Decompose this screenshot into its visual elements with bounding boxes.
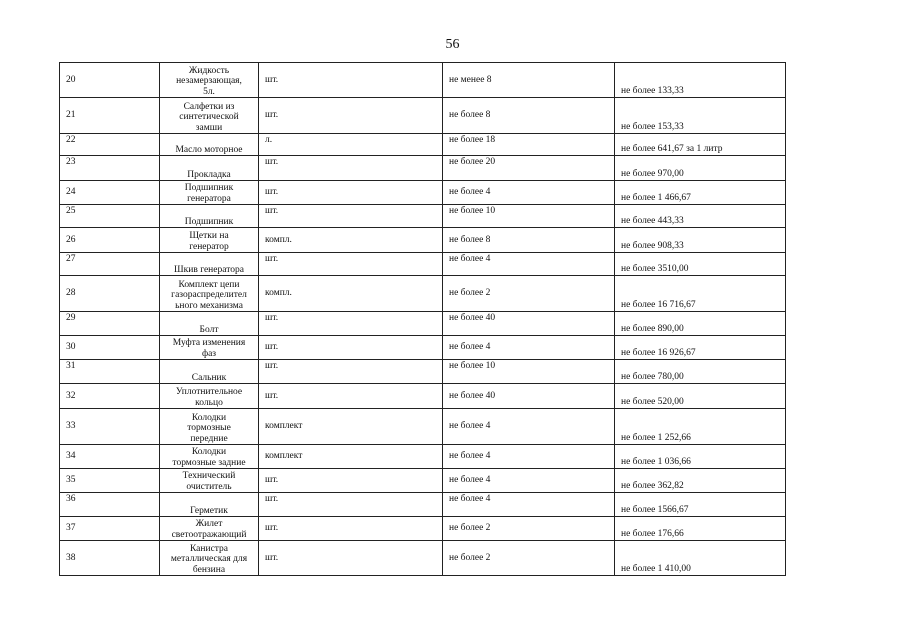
- item-quantity: не более 40: [443, 312, 615, 336]
- item-quantity: не более 8: [443, 228, 615, 253]
- items-table-body: [60, 63, 786, 576]
- item-name: Герметик: [160, 493, 259, 517]
- row-number: 25: [60, 205, 160, 228]
- item-name: Жидкость незамерзающая, 5л.: [160, 63, 259, 98]
- item-unit: комплект: [259, 409, 443, 445]
- item-price: не более 16 926,67: [615, 336, 786, 360]
- row-number: 33: [60, 409, 160, 445]
- table-row: [60, 517, 786, 541]
- item-unit: л.: [259, 134, 443, 156]
- table-row: [60, 409, 786, 445]
- item-price: не более 133,33: [615, 63, 786, 98]
- table-row: [60, 312, 786, 336]
- item-price: не более 1566,67: [615, 493, 786, 517]
- item-unit: шт.: [259, 312, 443, 336]
- table-row: [60, 541, 786, 576]
- item-price: не более 362,82: [615, 469, 786, 493]
- item-price: не более 1 252,66: [615, 409, 786, 445]
- item-quantity: не более 2: [443, 517, 615, 541]
- row-number: 23: [60, 156, 160, 181]
- item-quantity: не более 10: [443, 205, 615, 228]
- row-number: 32: [60, 384, 160, 409]
- item-name: Сальник: [160, 360, 259, 384]
- table-row: [60, 336, 786, 360]
- item-unit: шт.: [259, 98, 443, 134]
- row-number: 26: [60, 228, 160, 253]
- row-number: 35: [60, 469, 160, 493]
- item-unit: шт.: [259, 181, 443, 205]
- item-price: не более 16 716,67: [615, 276, 786, 312]
- row-number: 37: [60, 517, 160, 541]
- row-number: 29: [60, 312, 160, 336]
- item-price: не более 1 410,00: [615, 541, 786, 576]
- item-quantity: не более 2: [443, 541, 615, 576]
- item-quantity: не более 8: [443, 98, 615, 134]
- item-name: Шкив генератора: [160, 253, 259, 276]
- item-price: не более 641,67 за 1 литр: [615, 134, 786, 156]
- item-quantity: не более 18: [443, 134, 615, 156]
- item-price: не более 1 466,67: [615, 181, 786, 205]
- table-row: [60, 493, 786, 517]
- item-quantity: не более 4: [443, 445, 615, 469]
- item-quantity: не более 4: [443, 181, 615, 205]
- item-quantity: не более 4: [443, 409, 615, 445]
- table-row: [60, 384, 786, 409]
- item-unit: шт.: [259, 156, 443, 181]
- item-name: Технический очиститель: [160, 469, 259, 493]
- item-quantity: не более 4: [443, 253, 615, 276]
- item-price: не более 153,33: [615, 98, 786, 134]
- items-table: [59, 62, 786, 576]
- item-name: Комплект цепи газораспределител ьного механизма: [160, 276, 259, 312]
- item-unit: шт.: [259, 541, 443, 576]
- item-price: не более 780,00: [615, 360, 786, 384]
- item-unit: компл.: [259, 276, 443, 312]
- item-name: Муфта изменения фаз: [160, 336, 259, 360]
- table-row: [60, 98, 786, 134]
- item-unit: компл.: [259, 228, 443, 253]
- item-quantity: не менее 8: [443, 63, 615, 98]
- item-quantity: не более 4: [443, 469, 615, 493]
- row-number: 27: [60, 253, 160, 276]
- item-unit: комплект: [259, 445, 443, 469]
- row-number: 30: [60, 336, 160, 360]
- table-row: [60, 181, 786, 205]
- row-number: 20: [60, 63, 160, 98]
- item-unit: шт.: [259, 384, 443, 409]
- item-name: Колодки тормозные передние: [160, 409, 259, 445]
- table-row: [60, 469, 786, 493]
- item-unit: шт.: [259, 253, 443, 276]
- item-unit: шт.: [259, 336, 443, 360]
- item-price: не более 176,66: [615, 517, 786, 541]
- item-name: Подшипник: [160, 205, 259, 228]
- item-name: Уплотнительное кольцо: [160, 384, 259, 409]
- item-quantity: не более 2: [443, 276, 615, 312]
- item-name: Подшипник генератора: [160, 181, 259, 205]
- item-name: Болт: [160, 312, 259, 336]
- item-price: не более 3510,00: [615, 253, 786, 276]
- table-row: [60, 360, 786, 384]
- row-number: 34: [60, 445, 160, 469]
- item-price: не более 890,00: [615, 312, 786, 336]
- row-number: 36: [60, 493, 160, 517]
- item-name: Жилет светоотражающий: [160, 517, 259, 541]
- item-quantity: не более 20: [443, 156, 615, 181]
- item-unit: шт.: [259, 517, 443, 541]
- item-unit: шт.: [259, 360, 443, 384]
- row-number: 24: [60, 181, 160, 205]
- table-row: [60, 445, 786, 469]
- item-quantity: не более 10: [443, 360, 615, 384]
- row-number: 28: [60, 276, 160, 312]
- table-row: [60, 205, 786, 228]
- item-unit: шт.: [259, 63, 443, 98]
- row-number: 21: [60, 98, 160, 134]
- item-price: не более 443,33: [615, 205, 786, 228]
- item-name: Канистра металлическая для бензина: [160, 541, 259, 576]
- item-quantity: не более 4: [443, 336, 615, 360]
- item-unit: шт.: [259, 493, 443, 517]
- item-price: не более 520,00: [615, 384, 786, 409]
- item-name: Прокладка: [160, 156, 259, 181]
- item-unit: шт.: [259, 205, 443, 228]
- item-price: не более 970,00: [615, 156, 786, 181]
- item-name: Колодки тормозные задние: [160, 445, 259, 469]
- item-quantity: не более 4: [443, 493, 615, 517]
- table-row: [60, 228, 786, 253]
- row-number: 38: [60, 541, 160, 576]
- item-price: не более 1 036,66: [615, 445, 786, 469]
- page-number: 56: [445, 37, 460, 52]
- item-quantity: не более 40: [443, 384, 615, 409]
- item-name: Салфетки из синтетической замши: [160, 98, 259, 134]
- table-row: [60, 276, 786, 312]
- table-row: [60, 156, 786, 181]
- item-price: не более 908,33: [615, 228, 786, 253]
- table-row: [60, 63, 786, 98]
- row-number: 22: [60, 134, 160, 156]
- table-row: [60, 253, 786, 276]
- row-number: 31: [60, 360, 160, 384]
- table-row: [60, 134, 786, 156]
- item-name: Щетки на генератор: [160, 228, 259, 253]
- item-name: Масло моторное: [160, 134, 259, 156]
- item-unit: шт.: [259, 469, 443, 493]
